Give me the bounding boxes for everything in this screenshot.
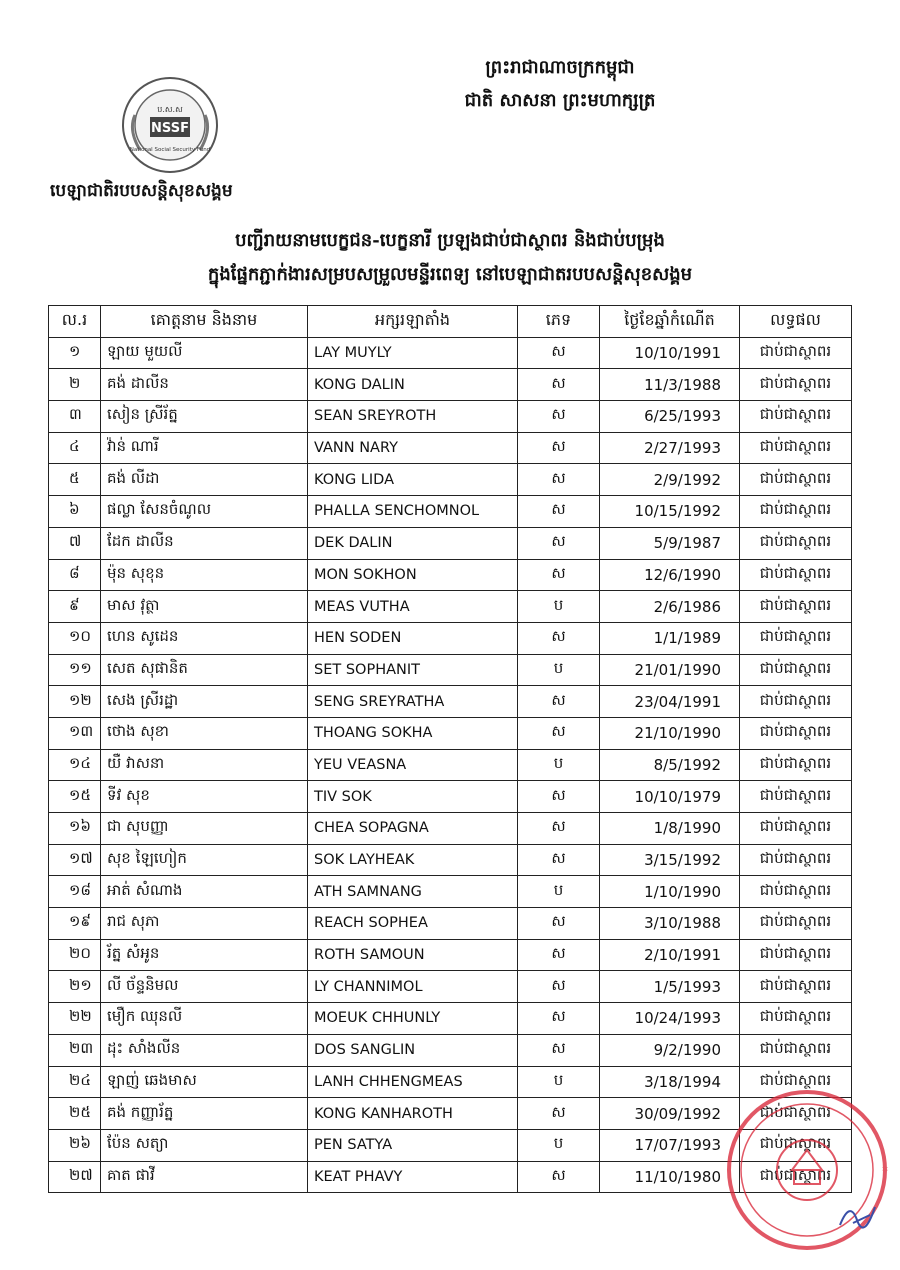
date-of-birth-cell: 2/10/1991 xyxy=(600,939,740,971)
name-latin-cell: PHALLA SENCHOMNOL xyxy=(308,496,518,528)
name-khmer-cell: ផល្លា សែនចំណូល xyxy=(101,496,308,528)
result-cell: ជាប់ជាស្ថាពរ xyxy=(740,749,852,781)
row-number-cell: ២៥ xyxy=(49,1098,101,1130)
sex-cell: ស xyxy=(518,939,600,971)
row-number-cell: ១ xyxy=(49,337,101,369)
row-number-cell: ២ xyxy=(49,369,101,401)
name-khmer-cell: ដុះ សាំងលីន xyxy=(101,1034,308,1066)
sex-cell: ស xyxy=(518,432,600,464)
date-of-birth-cell: 1/10/1990 xyxy=(600,876,740,908)
kingdom-heading: ព្រះរាជាណាចក្រកម្ពុជា xyxy=(485,57,635,78)
name-khmer-cell: សៀន ស្រីរ័ត្ន xyxy=(101,401,308,433)
date-of-birth-cell: 1/1/1989 xyxy=(600,622,740,654)
date-of-birth-cell: 30/09/1992 xyxy=(600,1098,740,1130)
name-khmer-cell: មាស វុត្ថា xyxy=(101,591,308,623)
table-row xyxy=(49,464,852,496)
name-khmer-cell: រាជ សុភា xyxy=(101,908,308,940)
sex-cell: ស xyxy=(518,401,600,433)
result-cell: ជាប់ជាស្ថាពរ xyxy=(740,939,852,971)
table-row xyxy=(49,401,852,433)
row-number-cell: ១៤ xyxy=(49,749,101,781)
row-number-cell: ២៣ xyxy=(49,1034,101,1066)
row-number-cell: ២២ xyxy=(49,1003,101,1035)
column-header-dob: ថ្ងៃខែឆ្នាំកំណើត xyxy=(600,306,740,338)
row-number-cell: ១៨ xyxy=(49,876,101,908)
name-khmer-cell: សេង ស្រីរដ្ឋា xyxy=(101,686,308,718)
row-number-cell: ២៤ xyxy=(49,1066,101,1098)
name-latin-cell: HEN SODEN xyxy=(308,622,518,654)
date-of-birth-cell: 6/25/1993 xyxy=(600,401,740,433)
table-header-row xyxy=(49,306,852,338)
result-cell: ជាប់ជាស្ថាពរ xyxy=(740,496,852,528)
table-row xyxy=(49,1003,852,1035)
row-number-cell: ៩ xyxy=(49,591,101,623)
date-of-birth-cell: 10/24/1993 xyxy=(600,1003,740,1035)
row-number-cell: ១២ xyxy=(49,686,101,718)
date-of-birth-cell: 3/15/1992 xyxy=(600,844,740,876)
name-latin-cell: YEU VEASNA xyxy=(308,749,518,781)
column-header-result: លទ្ធផល xyxy=(740,306,852,338)
sex-cell: ស xyxy=(518,559,600,591)
name-khmer-cell: ប៉ែន សត្យា xyxy=(101,1129,308,1161)
table-row xyxy=(49,622,852,654)
sex-cell: ស xyxy=(518,781,600,813)
table-row xyxy=(49,496,852,528)
result-cell: ជាប់ជាស្ថាពរ xyxy=(740,717,852,749)
sex-cell: ស xyxy=(518,717,600,749)
date-of-birth-cell: 3/18/1994 xyxy=(600,1066,740,1098)
row-number-cell: ១៦ xyxy=(49,813,101,845)
row-number-cell: ៧ xyxy=(49,527,101,559)
name-latin-cell: MOEUK CHHUNLY xyxy=(308,1003,518,1035)
date-of-birth-cell: 17/07/1993 xyxy=(600,1129,740,1161)
name-latin-cell: SENG SREYRATHA xyxy=(308,686,518,718)
name-latin-cell: LANH CHHENGMEAS xyxy=(308,1066,518,1098)
sex-cell: ស xyxy=(518,464,600,496)
name-latin-cell: MON SOKHON xyxy=(308,559,518,591)
table-row xyxy=(49,1034,852,1066)
name-khmer-cell: សុខ ឡៃហៀក xyxy=(101,844,308,876)
date-of-birth-cell: 2/27/1993 xyxy=(600,432,740,464)
name-latin-cell: ATH SAMNANG xyxy=(308,876,518,908)
result-cell: ជាប់ជាស្ថាពរ xyxy=(740,337,852,369)
sex-cell: ស xyxy=(518,337,600,369)
sex-cell: ស xyxy=(518,686,600,718)
name-latin-cell: TIV SOK xyxy=(308,781,518,813)
date-of-birth-cell: 2/9/1992 xyxy=(600,464,740,496)
date-of-birth-cell: 11/10/1980 xyxy=(600,1161,740,1193)
name-latin-cell: ROTH SAMOUN xyxy=(308,939,518,971)
row-number-cell: ៤ xyxy=(49,432,101,464)
name-latin-cell: KONG DALIN xyxy=(308,369,518,401)
sex-cell: ស xyxy=(518,971,600,1003)
result-cell: ជាប់ជាស្ថាពរ xyxy=(740,432,852,464)
name-latin-cell: SOK LAYHEAK xyxy=(308,844,518,876)
result-cell: ជាប់ជាស្ថាពរ xyxy=(740,813,852,845)
result-cell: ជាប់ជាស្ថាពរ xyxy=(740,527,852,559)
name-khmer-cell: ឡាញ់ ឆេងមាស xyxy=(101,1066,308,1098)
table-row xyxy=(49,527,852,559)
result-cell: ជាប់ជាស្ថាពរ xyxy=(740,781,852,813)
sex-cell: ស xyxy=(518,369,600,401)
name-khmer-cell: ដែក ដាលីន xyxy=(101,527,308,559)
sex-cell: ស xyxy=(518,1034,600,1066)
table-row xyxy=(49,559,852,591)
table-row xyxy=(49,844,852,876)
result-cell: ជាប់ជាស្ថាពរ xyxy=(740,654,852,686)
name-latin-cell: KEAT PHAVY xyxy=(308,1161,518,1193)
sex-cell: ប xyxy=(518,654,600,686)
table-row xyxy=(49,369,852,401)
sex-cell: ស xyxy=(518,1161,600,1193)
table-row xyxy=(49,749,852,781)
name-khmer-cell: ម៉ុន សុខុន xyxy=(101,559,308,591)
logo-acronym-en: NSSF xyxy=(151,121,189,136)
row-number-cell: ១៥ xyxy=(49,781,101,813)
logo-name-en: National Social Security Fund xyxy=(129,147,211,153)
date-of-birth-cell: 1/5/1993 xyxy=(600,971,740,1003)
svg-text:*: * xyxy=(882,1164,888,1178)
list-title-line-2: ក្នុងផ្នែកភ្ជាក់ងារសម្របសម្រួលមន្ទីរពេទ្យ នៅបេឡាជាតរបបសន្តិសុខសង្គម xyxy=(207,264,693,285)
row-number-cell: ៥ xyxy=(49,464,101,496)
row-number-cell: ៦ xyxy=(49,496,101,528)
result-cell: ជាប់ជាស្ថាពរ xyxy=(740,971,852,1003)
name-khmer-cell: ឡាយ មួយលី xyxy=(101,337,308,369)
date-of-birth-cell: 11/3/1988 xyxy=(600,369,740,401)
sex-cell: ស xyxy=(518,908,600,940)
column-header-name-latin: អក្សរឡាតាំង xyxy=(308,306,518,338)
result-cell: ជាប់ជាស្ថាពរ xyxy=(740,1034,852,1066)
date-of-birth-cell: 8/5/1992 xyxy=(600,749,740,781)
name-khmer-cell: សេត សុផានិត xyxy=(101,654,308,686)
name-latin-cell: LY CHANNIMOL xyxy=(308,971,518,1003)
date-of-birth-cell: 21/10/1990 xyxy=(600,717,740,749)
date-of-birth-cell: 1/8/1990 xyxy=(600,813,740,845)
sex-cell: ស xyxy=(518,1098,600,1130)
sex-cell: ស xyxy=(518,496,600,528)
name-latin-cell: KONG KANHAROTH xyxy=(308,1098,518,1130)
logo-acronym-kh: ប.ស.ស xyxy=(157,105,183,114)
date-of-birth-cell: 5/9/1987 xyxy=(600,527,740,559)
date-of-birth-cell: 2/6/1986 xyxy=(600,591,740,623)
name-khmer-cell: រ័ត្ន សំអូន xyxy=(101,939,308,971)
result-cell: ជាប់ជាស្ថាពរ xyxy=(740,1161,852,1193)
date-of-birth-cell: 3/10/1988 xyxy=(600,908,740,940)
organization-name: បេឡាជាតិរបបសន្តិសុខសង្គម xyxy=(50,181,233,201)
table-row xyxy=(49,939,852,971)
name-khmer-cell: អាត់ សំណាង xyxy=(101,876,308,908)
result-cell: ជាប់ជាស្ថាពរ xyxy=(740,464,852,496)
row-number-cell: ១០ xyxy=(49,622,101,654)
row-number-cell: ២៦ xyxy=(49,1129,101,1161)
name-latin-cell: LAY MUYLY xyxy=(308,337,518,369)
name-latin-cell: SET SOPHANIT xyxy=(308,654,518,686)
name-khmer-cell: គង់ កញ្ញារ័ត្ន xyxy=(101,1098,308,1130)
name-khmer-cell: គង់ លីដា xyxy=(101,464,308,496)
row-number-cell: ២០ xyxy=(49,939,101,971)
sex-cell: ស xyxy=(518,1003,600,1035)
name-latin-cell: CHEA SOPAGNA xyxy=(308,813,518,845)
table-row xyxy=(49,591,852,623)
date-of-birth-cell: 10/15/1992 xyxy=(600,496,740,528)
column-header-no: ល.រ xyxy=(49,306,101,338)
result-cell: ជាប់ជាស្ថាពរ xyxy=(740,559,852,591)
row-number-cell: ១៩ xyxy=(49,908,101,940)
date-of-birth-cell: 23/04/1991 xyxy=(600,686,740,718)
row-number-cell: ១៧ xyxy=(49,844,101,876)
row-number-cell: ១៣ xyxy=(49,717,101,749)
name-latin-cell: PEN SATYA xyxy=(308,1129,518,1161)
result-cell: ជាប់ជាស្ថាពរ xyxy=(740,591,852,623)
name-khmer-cell: គាត ផាវី xyxy=(101,1161,308,1193)
result-cell: ជាប់ជាស្ថាពរ xyxy=(740,686,852,718)
name-khmer-cell: មឿក ឈុនលី xyxy=(101,1003,308,1035)
name-latin-cell: SEAN SREYROTH xyxy=(308,401,518,433)
date-of-birth-cell: 10/10/1979 xyxy=(600,781,740,813)
sex-cell: ស xyxy=(518,813,600,845)
sex-cell: ប xyxy=(518,876,600,908)
result-cell: ជាប់ជាស្ថាពរ xyxy=(740,1129,852,1161)
name-latin-cell: VANN NARY xyxy=(308,432,518,464)
name-latin-cell: MEAS VUTHA xyxy=(308,591,518,623)
row-number-cell: ២៧ xyxy=(49,1161,101,1193)
row-number-cell: ៨ xyxy=(49,559,101,591)
name-khmer-cell: ថោង សុខា xyxy=(101,717,308,749)
name-latin-cell: REACH SOPHEA xyxy=(308,908,518,940)
result-cell: ជាប់ជាស្ថាពរ xyxy=(740,369,852,401)
result-cell: ជាប់ជាស្ថាពរ xyxy=(740,1098,852,1130)
column-header-name-kh: គោត្តនាម និងនាម xyxy=(101,306,308,338)
result-cell: ជាប់ជាស្ថាពរ xyxy=(740,844,852,876)
table-row xyxy=(49,781,852,813)
name-latin-cell: KONG LIDA xyxy=(308,464,518,496)
result-cell: ជាប់ជាស្ថាពរ xyxy=(740,876,852,908)
list-title-line-1: បញ្ជីរាយនាមបេក្ខជន-បេក្ខនារី ប្រឡងជាប់ជាស្ថាពរ និងជាប់បម្រុង xyxy=(235,230,665,251)
date-of-birth-cell: 12/6/1990 xyxy=(600,559,740,591)
name-latin-cell: DEK DALIN xyxy=(308,527,518,559)
name-khmer-cell: ហេន សូដេន xyxy=(101,622,308,654)
results-table xyxy=(48,305,852,1193)
result-cell: ជាប់ជាស្ថាពរ xyxy=(740,908,852,940)
result-cell: ជាប់ជាស្ថាពរ xyxy=(740,622,852,654)
signature xyxy=(835,1195,885,1235)
sex-cell: ស xyxy=(518,527,600,559)
table-row xyxy=(49,717,852,749)
row-number-cell: ៣ xyxy=(49,401,101,433)
sex-cell: ស xyxy=(518,622,600,654)
table-row xyxy=(49,876,852,908)
row-number-cell: ១១ xyxy=(49,654,101,686)
sex-cell: ប xyxy=(518,1066,600,1098)
name-khmer-cell: លី ច័ន្ទនិមល xyxy=(101,971,308,1003)
table-row xyxy=(49,813,852,845)
motto-heading: ជាតិ សាសនា ព្រះមហាក្សត្រ xyxy=(464,90,656,111)
row-number-cell: ២១ xyxy=(49,971,101,1003)
name-latin-cell: THOANG SOKHA xyxy=(308,717,518,749)
date-of-birth-cell: 10/10/1991 xyxy=(600,337,740,369)
name-khmer-cell: វ៉ាន់ ណារី xyxy=(101,432,308,464)
column-header-sex: ភេទ xyxy=(518,306,600,338)
date-of-birth-cell: 21/01/1990 xyxy=(600,654,740,686)
date-of-birth-cell: 9/2/1990 xyxy=(600,1034,740,1066)
name-latin-cell: DOS SANGLIN xyxy=(308,1034,518,1066)
result-cell: ជាប់ជាស្ថាពរ xyxy=(740,1003,852,1035)
table-row xyxy=(49,432,852,464)
name-khmer-cell: ជា សុបញ្ញា xyxy=(101,813,308,845)
sex-cell: ប xyxy=(518,1129,600,1161)
table-row xyxy=(49,908,852,940)
name-khmer-cell: យឺ វាសនា xyxy=(101,749,308,781)
table-row xyxy=(49,971,852,1003)
name-khmer-cell: គង់ ដាលីន xyxy=(101,369,308,401)
table-row xyxy=(49,337,852,369)
sex-cell: ស xyxy=(518,844,600,876)
sex-cell: ប xyxy=(518,591,600,623)
sex-cell: ប xyxy=(518,749,600,781)
result-cell: ជាប់ជាស្ថាពរ xyxy=(740,401,852,433)
name-khmer-cell: ទីវ សុខ xyxy=(101,781,308,813)
table-row xyxy=(49,654,852,686)
result-cell: ជាប់ជាស្ថាពរ xyxy=(740,1066,852,1098)
table-row xyxy=(49,686,852,718)
